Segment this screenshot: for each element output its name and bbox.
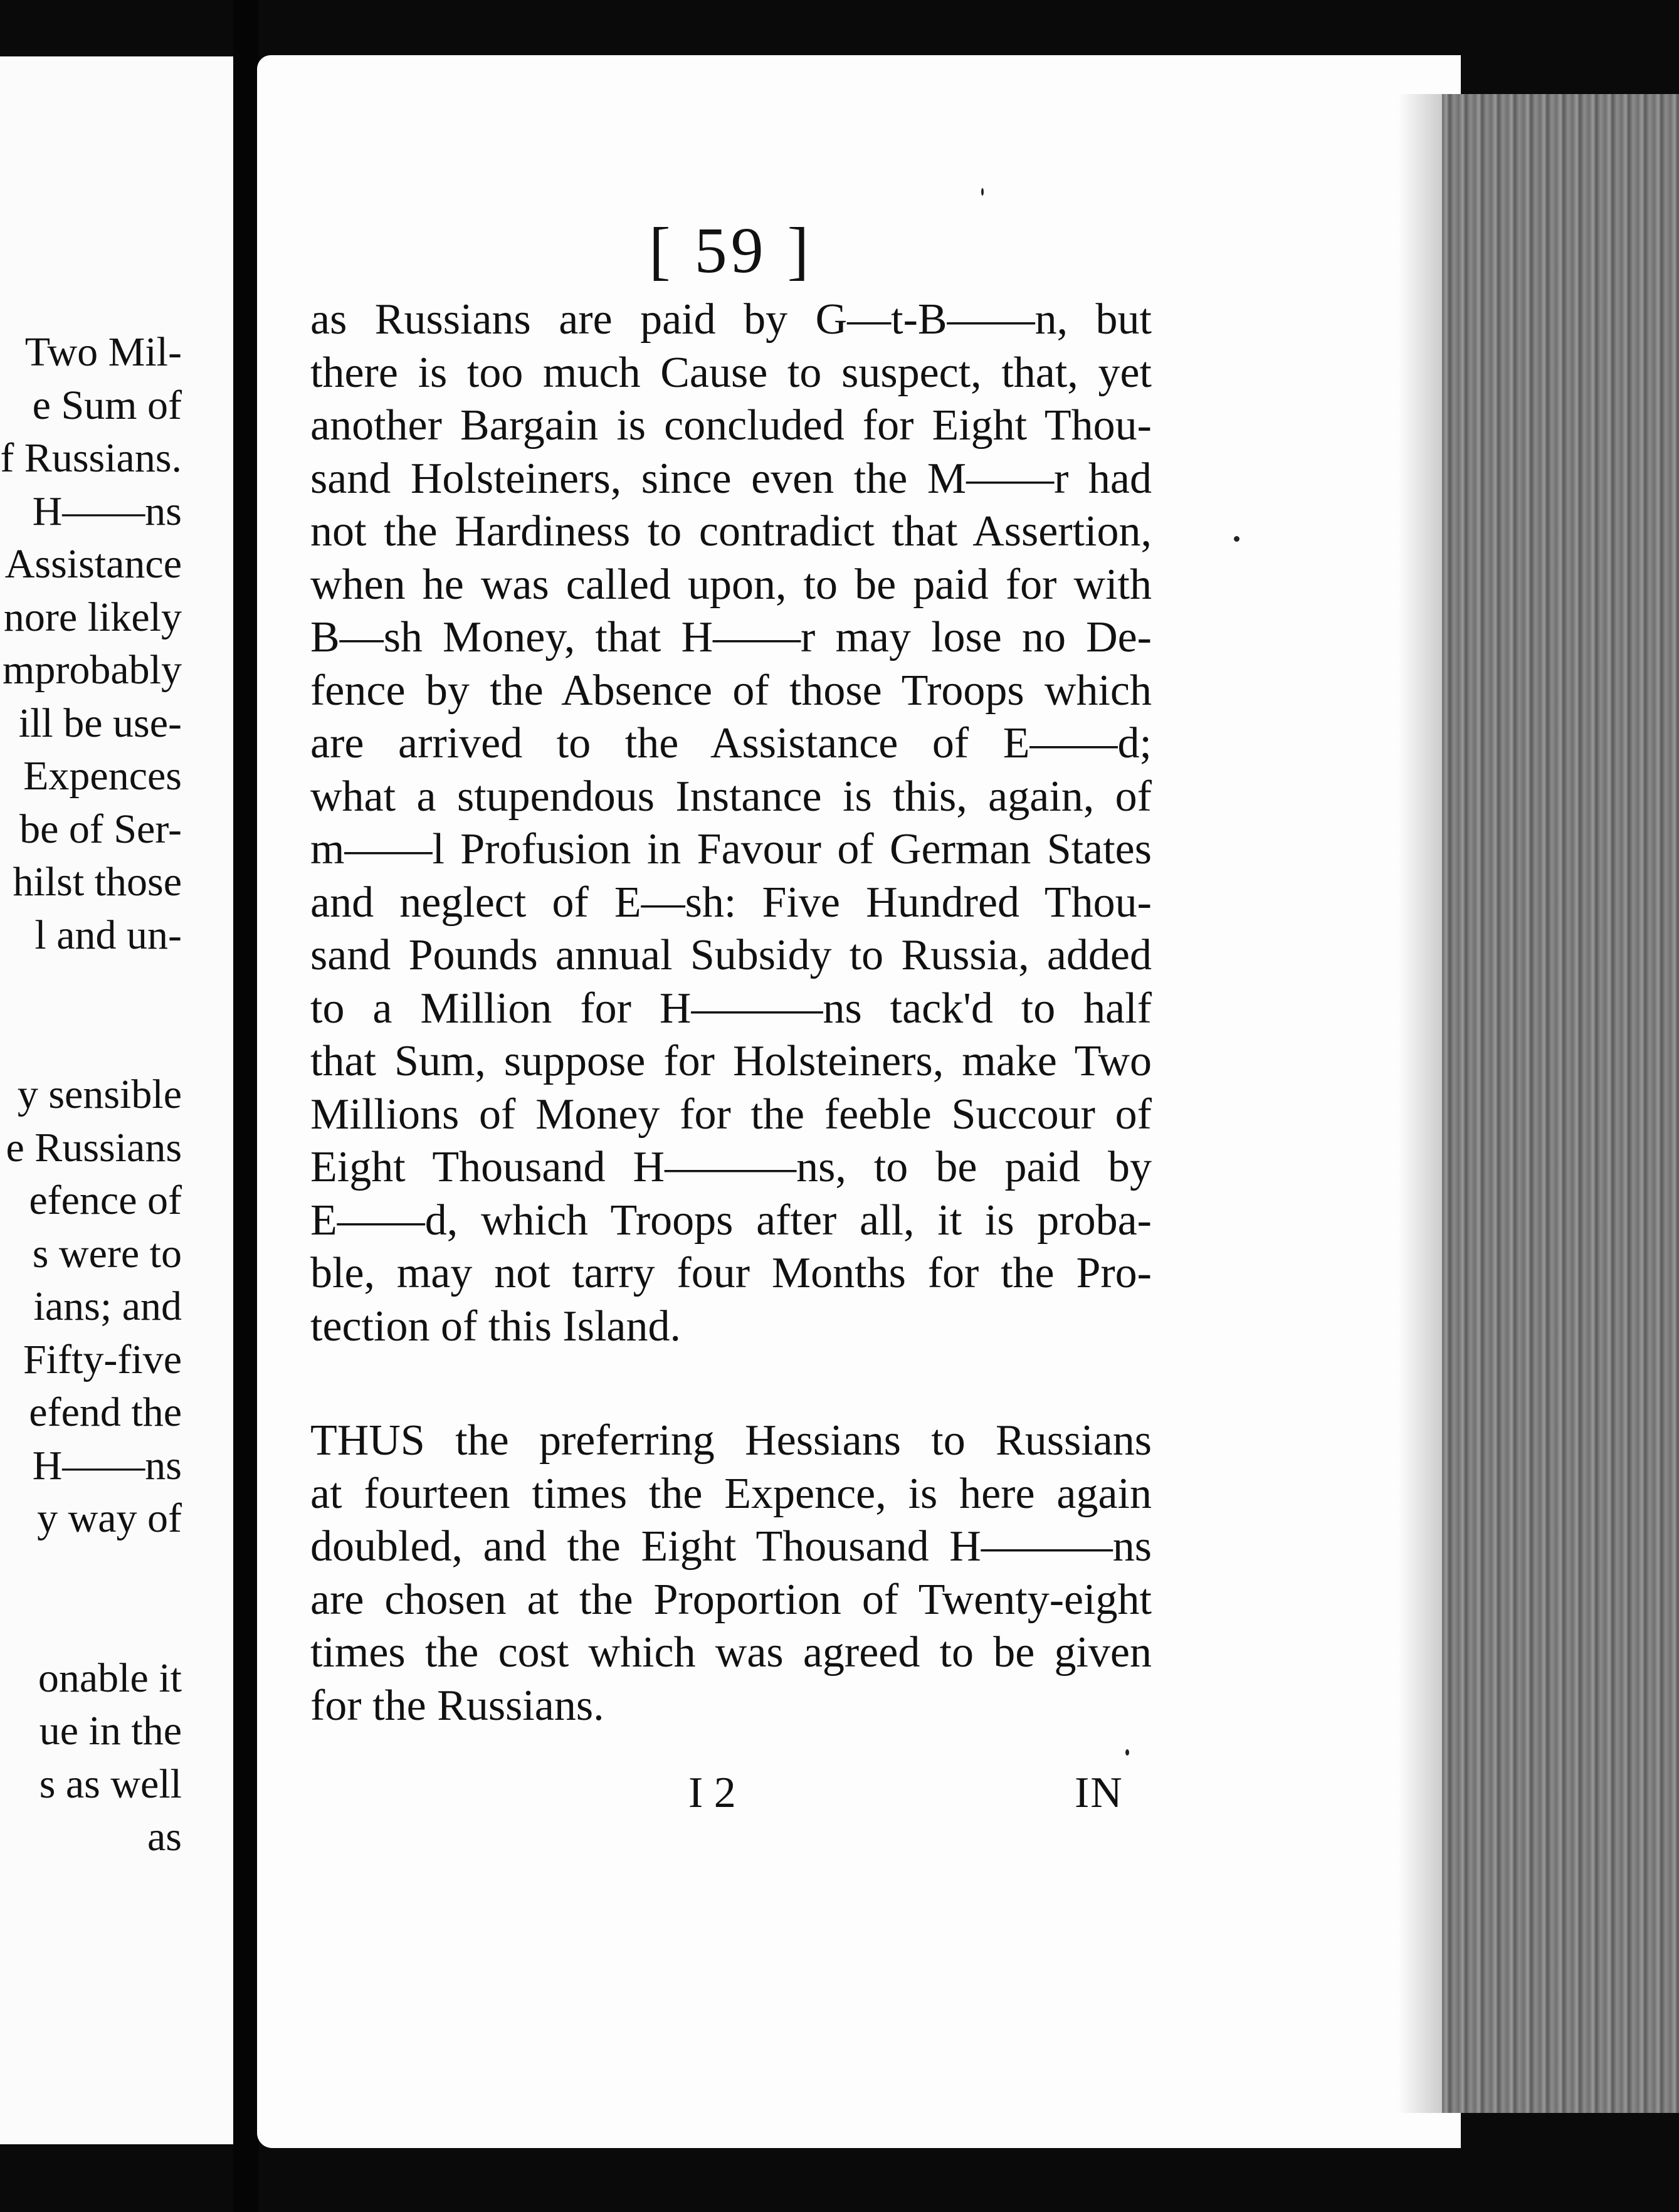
facing-page-line: efence of [29,1177,182,1223]
facing-page-line: nore likely [3,594,182,640]
signature-mark: I 2 [688,1769,736,1817]
book-gutter [233,0,258,2212]
paragraph-gap [310,1353,1152,1414]
book-fore-edge [1442,94,1679,2113]
facing-page-line: l and un- [34,912,182,958]
facing-page-line: onable it [38,1655,182,1701]
text-line: sand Holsteiners, since even the M——r had [310,454,1152,503]
facing-page-line: y way of [37,1495,182,1541]
text-line: m——l Profusion in Favour of German States [310,825,1152,873]
facing-page-line: H——ns [32,1442,182,1488]
text-line: sand Pounds annual Subsidy to Russia, added [310,931,1152,979]
text-line: not the Hardiness to contradict that Assertion, [310,507,1152,556]
facing-page-line: Expences [23,753,182,799]
facing-page-line: mprobably [3,647,182,693]
text-line: for the Russians. [310,1681,604,1730]
text-line: there is too much Cause to suspect, that, yet [310,348,1152,397]
text-line: tection of this Island. [310,1302,682,1351]
facing-page-line: ians; and [33,1283,182,1329]
page-number-header: [ 59 ] [649,214,813,287]
facing-page-line: H——ns [32,488,182,534]
facing-page-line: f Russians. [0,435,182,481]
text-line: another Bargain is concluded for Eight Thou- [310,401,1152,450]
facing-page-line: y sensible [17,1072,182,1117]
facing-page-line: e Sum of [32,382,182,428]
ink-speck [1125,1749,1129,1756]
text-line: THUS the preferring Hessians to Russians [310,1416,1152,1465]
text-line: at fourteen times the Expence, is here again [310,1469,1152,1518]
text-line: ble, may not tarry four Months for the Pro- [310,1249,1152,1297]
facing-page-gap [0,962,182,1015]
facing-page-line: Fifty-five [23,1336,182,1382]
text-line: when he was called upon, to be paid for with [310,560,1152,609]
facing-page-line: be of Ser- [19,806,182,852]
text-line: what a stupendous Instance is this, again, of [310,772,1152,821]
facing-page-line: as [147,1814,182,1860]
facing-page-gap [0,1546,182,1599]
text-line: to a Million for H———ns tack'd to half [310,984,1152,1033]
facing-page-gap [0,1599,182,1652]
facing-page-line: efend the [29,1389,182,1435]
text-line: times the cost which was agreed to be given [310,1628,1152,1677]
text-line: doubled, and the Eight Thousand H———ns [310,1522,1152,1571]
text-line: are chosen at the Proportion of Twenty-eight [310,1575,1152,1624]
text-line: E——d, which Troops after all, it is proba- [310,1196,1152,1245]
facing-page-line: hilst those [13,859,182,905]
facing-page-line: ue in the [39,1708,182,1754]
text-line: are arrived to the Assistance of E——d; [310,719,1152,767]
text-line: as Russians are paid by G—t-B——n, but [310,295,1152,344]
facing-page-line: Two Mil- [24,329,182,375]
catchword: IN [1075,1769,1124,1817]
ink-speck [1234,536,1240,542]
facing-page-line: s as well [39,1761,182,1807]
text-line: Eight Thousand H———ns, to be paid by [310,1143,1152,1191]
facing-page-line: e Russians [6,1124,182,1171]
text-line: Millions of Money for the feeble Succour of [310,1090,1152,1139]
text-line: and neglect of E—sh: Five Hundred Thou- [310,878,1152,927]
facing-page-line: Assistance [4,541,182,587]
ink-speck [981,188,984,196]
facing-page-line: ill be use- [18,700,182,746]
text-line: B—sh Money, that H——r may lose no De- [310,613,1152,661]
facing-page-line: s were to [32,1230,182,1277]
body-text [310,293,1152,1732]
facing-page-left [0,56,237,2144]
text-line: fence by the Absence of those Troops which [310,666,1152,715]
text-line: that Sum, suppose for Holsteiners, make Two [310,1037,1152,1085]
facing-page-gap [0,1015,182,1068]
facing-page-text [0,326,182,1864]
